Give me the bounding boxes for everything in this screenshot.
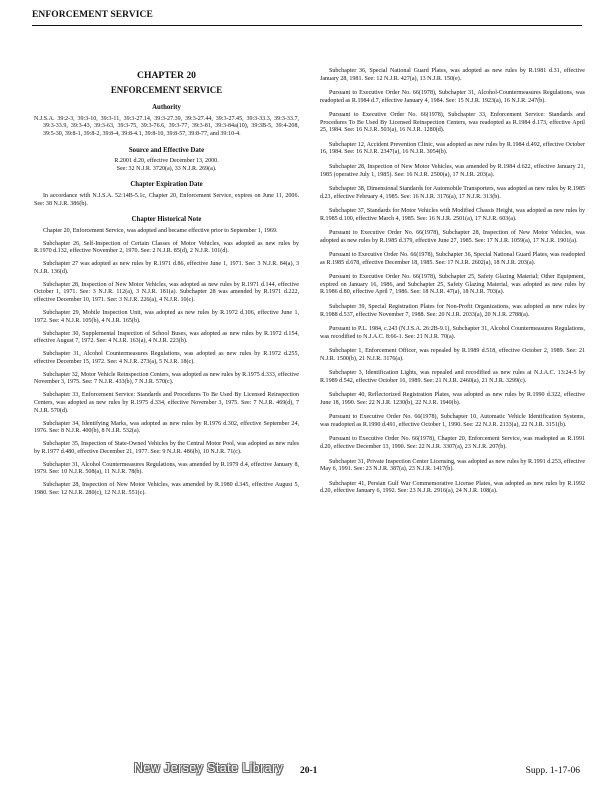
authority-heading: Authority: [152, 104, 181, 112]
history-note: Chapter 20, Enforcement Service, was adopted and became effective prior to September 1, 1969.: [43, 227, 278, 234]
history-note: Subchapter 39, Special Registration Plates for Non-Profit Organizations, was adopted as new rules by R.1988 d.537, effective November 7, 1988. See: 20 N.J.R. 2033(a), 20 N.J.R. 2788(a).: [320, 303, 585, 318]
history-note: Subchapter 26, Self-Inspection of Certain Classes of Motor Vehicles, was adopted as new rules by R.1970 d.132, effective November 2, 1970. See: 2 N.J.R. 85(d), 2 N.J.R. 101(d).: [34, 240, 299, 255]
page-number: 20-1: [300, 766, 318, 776]
history-note: Subchapter 1, Enforcement Officer, was repealed by R.1989 d.518, effective October 2, 1989. See: 21 N.J.R. 1500(b), 21 N.J.R. 3176(a).: [320, 348, 585, 362]
authority-text: N.J.S.A. 39:2-3, 39:3-10, 39:3-11, 39:3-27.14, 39:3-27.39, 39:3-27.44, 39:3-27.45, 39:3-33.3, 39:3-33.7, 39:3-33.9, 39:3-43, 39:3-63, 39:3-75, 39:3-76.6, 39:3-77, 39:3-81, 39:3-84a(10), 39:3B-5, 39:4-208, 39:5-30, 39:8-1, 39:8-2, 39:8-4, 39:8-4.1, 39:8-10, 39:8-57, 39:8-77, and 39:10-4.: [34, 115, 299, 137]
history-note: Subchapter 29, Mobile Inspection Unit, was adopted as new rules by R.1972 d.106, effective June 1, 1972. See: 4 N.J.R. 105(b), 4 N.J.R. 165(b).: [34, 310, 299, 324]
history-notes-left: [34, 228, 299, 498]
history-note: Pursuant to Executive Order No. 66(1978), Subchapter 33, Enforcement Service: Standards and Procedures To Be Used By Licensed Reinspection Centers, was readopted as R.1984 d.173, effective April 25, 1984. See: 16 N.J.R. 503(a), 16 N.J.R. 1280(d).: [320, 112, 585, 134]
history-note: Subchapter 32, Motor Vehicle Reinspection Centers, was adopted as new rules by R.1975 d.333, effective November 3, 1975. See: 7 N.J.R. 433(b), 7 N.J.R. 570(c).: [34, 371, 299, 386]
history-note: Subchapter 34, Identifying Marks, was adopted as new rules by R.1976 d.302, effective September 24, 1976. See: 8 N.J.R. 400(b), 8 N.J.R. 532(a).: [34, 420, 299, 435]
expiration-text: In accordance with N.J.S.A. 52:14B-5.1c, Chapter 20, Enforcement Service, expires on June 11, 2006. See: 38 N.J.R. 386(b).: [34, 192, 299, 207]
history-note: Subchapter 38, Dimensional Standards for Automobile Transporters, was adopted as new rules by R.1985 d.23, effective February 4, 1985. See: 16 N.J.R. 3176(a), 17 N.J.R. 313(b).: [320, 185, 585, 200]
history-note: Pursuant to Executive Order No. 66(1978), Subchapter 25, Safety Glazing Material; Other Equipment, expired on January 16, 1986, and Subchapter 25, Safety Glazing Material, was adopted as new rules by R.1986 d.80, effective April 7, 1986. See: 18 N.J.R. 47(a), 18 N.J.R. 703(a).: [320, 274, 585, 296]
history-note: Subchapter 40, Reflectorized Registration Plates, was adopted as new rules by R.1990 d.322, effective June 18, 1990. See: 22 N.J.R. 1230(b), 22 N.J.R. 1940(b).: [320, 392, 585, 406]
header-rule: [32, 25, 582, 26]
history-notes-right: [320, 68, 585, 496]
running-header: ENFORCEMENT SERVICE: [32, 10, 153, 20]
history-note: Subchapter 12, Accident Prevention Clinic, was adopted as new rules by R.1984 d.492, effective October 16, 1984. See: 16 N.J.R. 2347(a), 16 N.J.R. 3054(b).: [320, 141, 585, 156]
history-note: Subchapter 28, Inspection of New Motor Vehicles, was amended by R.1980 d.345, effective August 5, 1980. See: 12 N.J.R. 280(c), 12 N.J.R. 551(c).: [34, 482, 299, 496]
source-line-1: R.2001 d.20, effective December 13, 2000.: [114, 158, 219, 165]
chapter-number: CHAPTER 20: [137, 70, 196, 81]
history-note: Pursuant to Executive Order No. 66(1978), Subchapter 31, Alcohol-Countermeasures Regulations, was readopted as R.1984 d.7, effective January 4, 1984. See: 15 N.J.R. 1923(a), 16 N.J.R. 247(b).: [320, 90, 585, 104]
history-note: Subchapter 30, Supplemental Inspection of School Buses, was adopted as new rules by R.1972 d.154, effective August 7, 1972. See: 4 N.J.R. 163(a), 4 N.J.R. 223(b).: [34, 330, 299, 345]
history-note: Subchapter 27 was adopted as new rules by R.1971 d.86, effective June 1, 1971. See: 3 N.J.R. 84(a), 3 N.J.R. 136(d).: [34, 261, 299, 275]
source-line-2: See: 32 N.J.R. 3720(a), 33 N.J.R. 269(a).: [116, 165, 217, 172]
history-note: Subchapter 35, Inspection of State-Owned Vehicles by the Central Motor Pool, was adopted as new rules by R.1977 d.480, effective December 21, 1977. See: 9 N.J.R. 486(b), 10 N.J.R. 71(c).: [34, 441, 299, 455]
history-note: Pursuant to P.L. 1984, c.243 (N.J.S.A. 26:2B-9.1), Subchapter 31, Alcohol Countermeasures Regulations, was recodified to N.J.A.C. 8:66-1. See: 21 N.J.R. 70(a).: [320, 326, 585, 340]
history-note: Subchapter 31, Alcohol Countermeasures Regulations, was adopted as new rules by R.1972 d.255, effective December 15, 1972. See: 4 N.J.R. 273(a), 5 N.J.R. 18(c).: [34, 351, 299, 365]
history-note: Subchapter 41, Persian Gulf War Commemorative License Plates, was adopted as new rules by R.1992 d.20, effective January 6, 1992. See: 23 N.J.R. 2916(a), 24 N.J.R. 108(a).: [320, 480, 585, 495]
history-note: Subchapter 33, Enforcement Service: Standards and Procedures To Be Used By Licensed Reinspection Centers, was adopted as new rules by R.1975 d.334, effective November 3, 1975. See: 7 N.J.R. 469(d), 7 N.J.R. 570(d).: [34, 392, 299, 414]
chapter-title: ENFORCEMENT SERVICE: [110, 84, 223, 95]
history-note: Pursuant to Executive Order No. 66(1978), Subchapter 36, Special National Guard Plates, was readopted as R.1985 d.678, effective December 18, 1985. See: 17 N.J.R. 2602(a), 18 N.J.R. 203(a).: [320, 252, 585, 266]
source-heading: Source and Effective Date: [128, 146, 205, 154]
expiration-heading: Chapter Expiration Date: [130, 181, 203, 189]
history-note: Pursuant to Executive Order No. 66(1978), Subchapter 28, Inspection of New Motor Vehicles, was adopted as new rules by R.1985 d.379, effective June 27, 1985. See: 17 N.J.R. 1059(a), 17 N.J.R. 1901(a).: [320, 230, 585, 244]
history-heading: Chapter Historical Note: [131, 216, 202, 224]
history-note: Subchapter 31, Private Inspection Center Licensing, was adopted as new rules by R.1991 d.253, effective May 6, 1991. See: 23 N.J.R. 387(a), 23 N.J.R. 1417(b).: [320, 458, 585, 473]
left-column: [34, 70, 299, 503]
history-note: Subchapter 28, Inspection of New Motor Vehicles, was adopted as new rules by R.1971 d.144, effective October 1, 1971. See: 3 N.J.R. 112(a), 3 N.J.R. 181(a). Subchapter 28 was amended by R.1971 d.222, effective December 10, 1971. See: 3 N.J.R. 226(a), 4 N.J.R. 10(c).: [34, 281, 299, 304]
history-note: Pursuant to Executive Order No. 66(1978), Subchapter 10, Automatic Vehicle Identification Systems, was readopted as R.1990 d.491, effective October 1, 1990. See: 22 N.J.R. 2133(a), 22 N.J.R. 3151(b).: [320, 414, 585, 428]
history-note: Subchapter 31, Alcohol Countermeasures Regulations, was amended by R.1979 d.4, effective January 8, 1979. See: 10 N.J.R. 508(a), 11 N.J.R. 78(b).: [34, 461, 299, 476]
history-note: Subchapter 3, Identification Lights, was repealed and recodified as new rules at N.J.A.C. 13:24-5 by R.1989 d.542, effective October 16, 1989. See: 21 N.J.R. 2460(a), 21 N.J.R. 3299(c).: [320, 370, 585, 384]
history-note: Subchapter 36, Special National Guard Plates, was adopted as new rules by R.1981 d.31, effective January 28, 1981. See: 12 N.J.R. 427(a), 13 N.J.R. 150(e).: [320, 68, 585, 82]
history-note: Subchapter 37, Standards for Motor Vehicles with Modified Chassis Height, was adopted as new rules by R.1985 d.100, effective March 4, 1985. See: 16 N.J.R. 2501(a), 17 N.J.R. 603(a).: [320, 208, 585, 222]
history-note: Pursuant to Executive Order No. 66(1978), Chapter 20, Enforcement Service, was readopted as R.1991 d.20, effective December 13, 1990. See: 22 N.J.R. 3307(a), 23 N.J.R. 207(b).: [320, 436, 585, 451]
history-note: Subchapter 28, Inspection of New Motor Vehicles, was amended by R.1984 d.622, effective January 21, 1985 (operative July 1, 1985). See: 16 N.J.R. 2500(a), 17 N.J.R. 203(a).: [320, 163, 585, 178]
supplement-date: Supp. 1-17-06: [525, 766, 580, 776]
library-watermark: New Jersey State Library: [134, 761, 284, 775]
right-column: [320, 68, 585, 503]
